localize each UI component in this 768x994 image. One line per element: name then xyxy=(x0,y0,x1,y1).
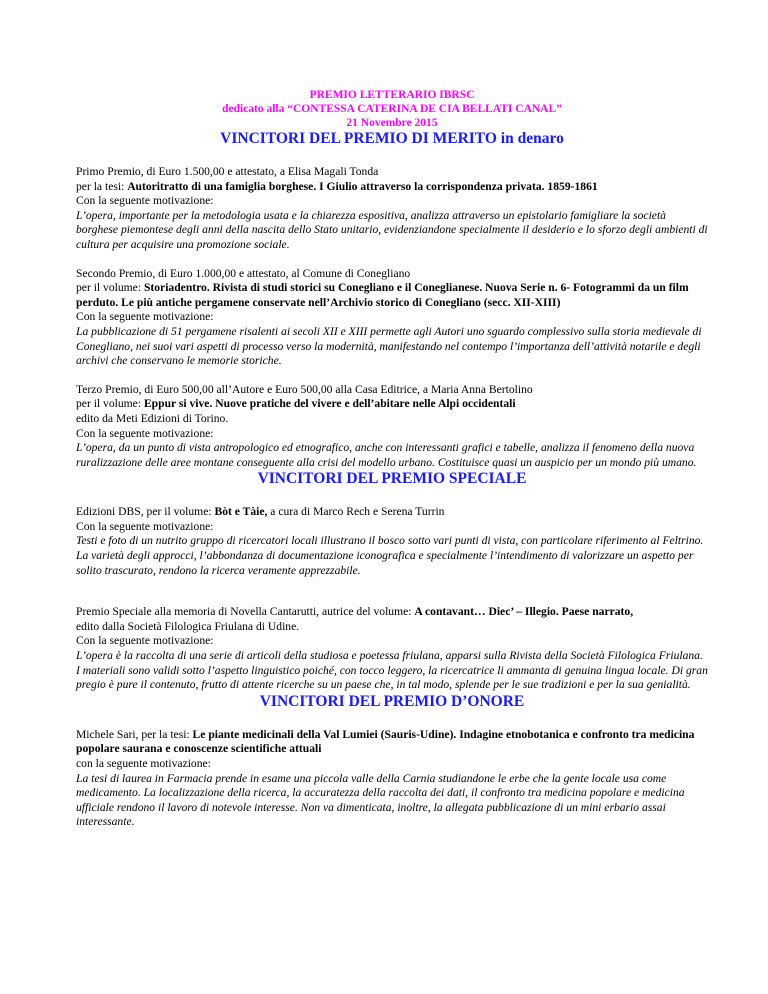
work-title: Le piante medicinali della Val Lumiei (Sauris-Udine). Indagine etnobotanica e confronto tra medicina popolare saurana e conoscenze scientifiche attuali xyxy=(76,727,695,756)
work-title: Eppur si vive. Nuove pratiche del vivere e dell’abitare nelle Alpi occidentali xyxy=(143,397,516,411)
motivation-text: Testi e foto di un nutrito gruppo di ricercatori locali illustrano il bosco sotto vari punti di vista, con particolare riferimento al Feltrino. La varietà degli approcci, l’abbondanza di documentazione iconografica e specialmente l’intendimento di valorizzare un aspetto per solito trascurato, rendono la ricerca veramente apprezzabile. xyxy=(76,534,704,577)
motivation-label: Con la seguente motivazione: xyxy=(76,310,214,324)
award-prize-line: Terzo Premio, di Euro 500,00 all’Autore e Euro 500,00 alla Casa Editrice, a Maria Anna Bertolino xyxy=(76,382,533,396)
award-cantarutti xyxy=(76,605,708,693)
award-work-line xyxy=(76,605,708,620)
motivation-label: con la seguente motivazione: xyxy=(76,757,211,770)
award-work-line xyxy=(76,180,708,195)
work-title: Autoritratto di una famiglia borghese. I Giulio attraverso la corrispondenza privata. 1859-1861 xyxy=(127,179,598,193)
award-secondo-premio xyxy=(76,267,708,369)
work-title: A contavant… Diec’ – Illegio. Paese narrato, xyxy=(414,605,634,619)
header-title: PREMIO LETTERARIO IBRSC xyxy=(309,89,475,101)
work-prefix: per la tesi: xyxy=(76,179,128,193)
work-prefix: per il volume: xyxy=(76,281,144,295)
award-work-line xyxy=(76,505,708,520)
section-title-merito: VINCITORI DEL PREMIO DI MERITO in denaro xyxy=(220,130,564,147)
award-prize-line: Secondo Premio, di Euro 1.000,00 e attestato, al Comune di Conegliano xyxy=(76,266,411,280)
header-date: 21 Novembre 2015 xyxy=(346,117,438,129)
motivation-label: Con la seguente motivazione: xyxy=(76,519,214,533)
document-header xyxy=(76,88,708,130)
publisher-line: edito dalla Società Filologica Friulana di Udine. xyxy=(76,619,300,633)
motivation-text: L’opera, da un punto di vista antropologico ed etnografico, anche con interessanti grafici e tabelle, analizza il fenomeno della nuova ruralizzazione delle aree montane conseguente alla crisi del modello urbano. Costituisce quasi un auspicio per un mondo più umano. xyxy=(76,441,697,469)
publisher-line: edito da Meti Edizioni di Torino. xyxy=(76,411,229,425)
work-suffix: a cura di Marco Rech e Serena Turrin xyxy=(267,505,445,519)
motivation-label: Con la seguente motivazione: xyxy=(76,634,214,648)
work-prefix: Premio Speciale alla memoria di Novella Cantarutti, autrice del volume: xyxy=(76,605,415,619)
motivation-label: Con la seguente motivazione: xyxy=(76,194,214,208)
award-michele-sari xyxy=(76,728,708,830)
motivation-text: La pubblicazione di 51 pergamene risalenti ai secoli XII e XIII permette agli Autori uno sguardo complessivo sulla storia medievale di Conegliano, nei suoi vari aspetti di processo verso la modernità, manifestando nel contempo l’importanza dell’attività notarile e degli archivi che conservano le memorie storiche. xyxy=(76,324,702,368)
motivation-text: L’opera è la raccolta di una serie di articoli della studiosa e poetessa friulana, apparsi sulla Rivista della Società Filologica Friulana. I materiali sono validi sotto l’aspetto linguistico poiché, con tocco leggero, la ricercatrice li ammanta di genuina lingua locale. Di gran pregio è pure il contenuto, frutto di attente ricerche su un paese che, in tal modo, splende per le sue tradizioni e per la sua genialità. xyxy=(76,649,708,692)
work-title: Bòt e Tàie, xyxy=(214,505,268,519)
work-prefix: Michele Sari, per la tesi: xyxy=(76,727,193,741)
award-work-line xyxy=(76,397,708,412)
motivation-text: La tesi di laurea in Farmacia prende in esame una piccola valle della Carnia studiandone le erbe che la gente locale usa come medicamento. La localizzazione della ricerca, la accuratezza della raccolta dei dati, il confronto tra medicina popolare e medicina ufficiale rendono il lavoro di notevole interesse. Non va dimenticata, inoltre, la allegata pubblicazione di un mini erbario assai interessante. xyxy=(76,771,685,829)
award-prize-line: Primo Premio, di Euro 1.500,00 e attestato, a Elisa Magali Tonda xyxy=(76,165,379,178)
work-prefix: Edizioni DBS, per il volume: xyxy=(76,505,215,519)
section-title-speciale: VINCITORI DEL PREMIO SPECIALE xyxy=(257,470,527,488)
header-dedication: dedicato alla “CONTESSA CATERINA DE CIA BELLATI CANAL” xyxy=(222,103,562,115)
motivation-text: L’opera, importante per la metodologia usata e la chiarezza espositiva, analizza attraverso un epistolario famigliare la società borghese piemontese degli anni della nascita dello Stato unitario, evidenziandone specialmente il desiderio e lo sforzo degli ambienti di cultura per acquisire una promozione sociale. xyxy=(76,208,708,251)
award-terzo-premio xyxy=(76,383,708,471)
award-work-line xyxy=(76,728,708,757)
work-title: Storiadentro. Rivista di studi storici su Conegliano e il Coneglianese. Nuova Serie n. 6- Fotogrammi da un film perduto. Le più antiche pergamene conservate nell’Archivio storico di Conegliano (secc. XII-XIII) xyxy=(76,281,689,309)
section-title-onore: VINCITORI DEL PREMIO D’ONORE xyxy=(259,692,525,710)
award-primo-premio xyxy=(76,165,708,253)
motivation-label: Con la seguente motivazione: xyxy=(76,426,214,440)
award-edizioni-dbs xyxy=(76,505,708,578)
work-prefix: per il volume: xyxy=(76,397,144,411)
award-work-line xyxy=(76,281,708,310)
